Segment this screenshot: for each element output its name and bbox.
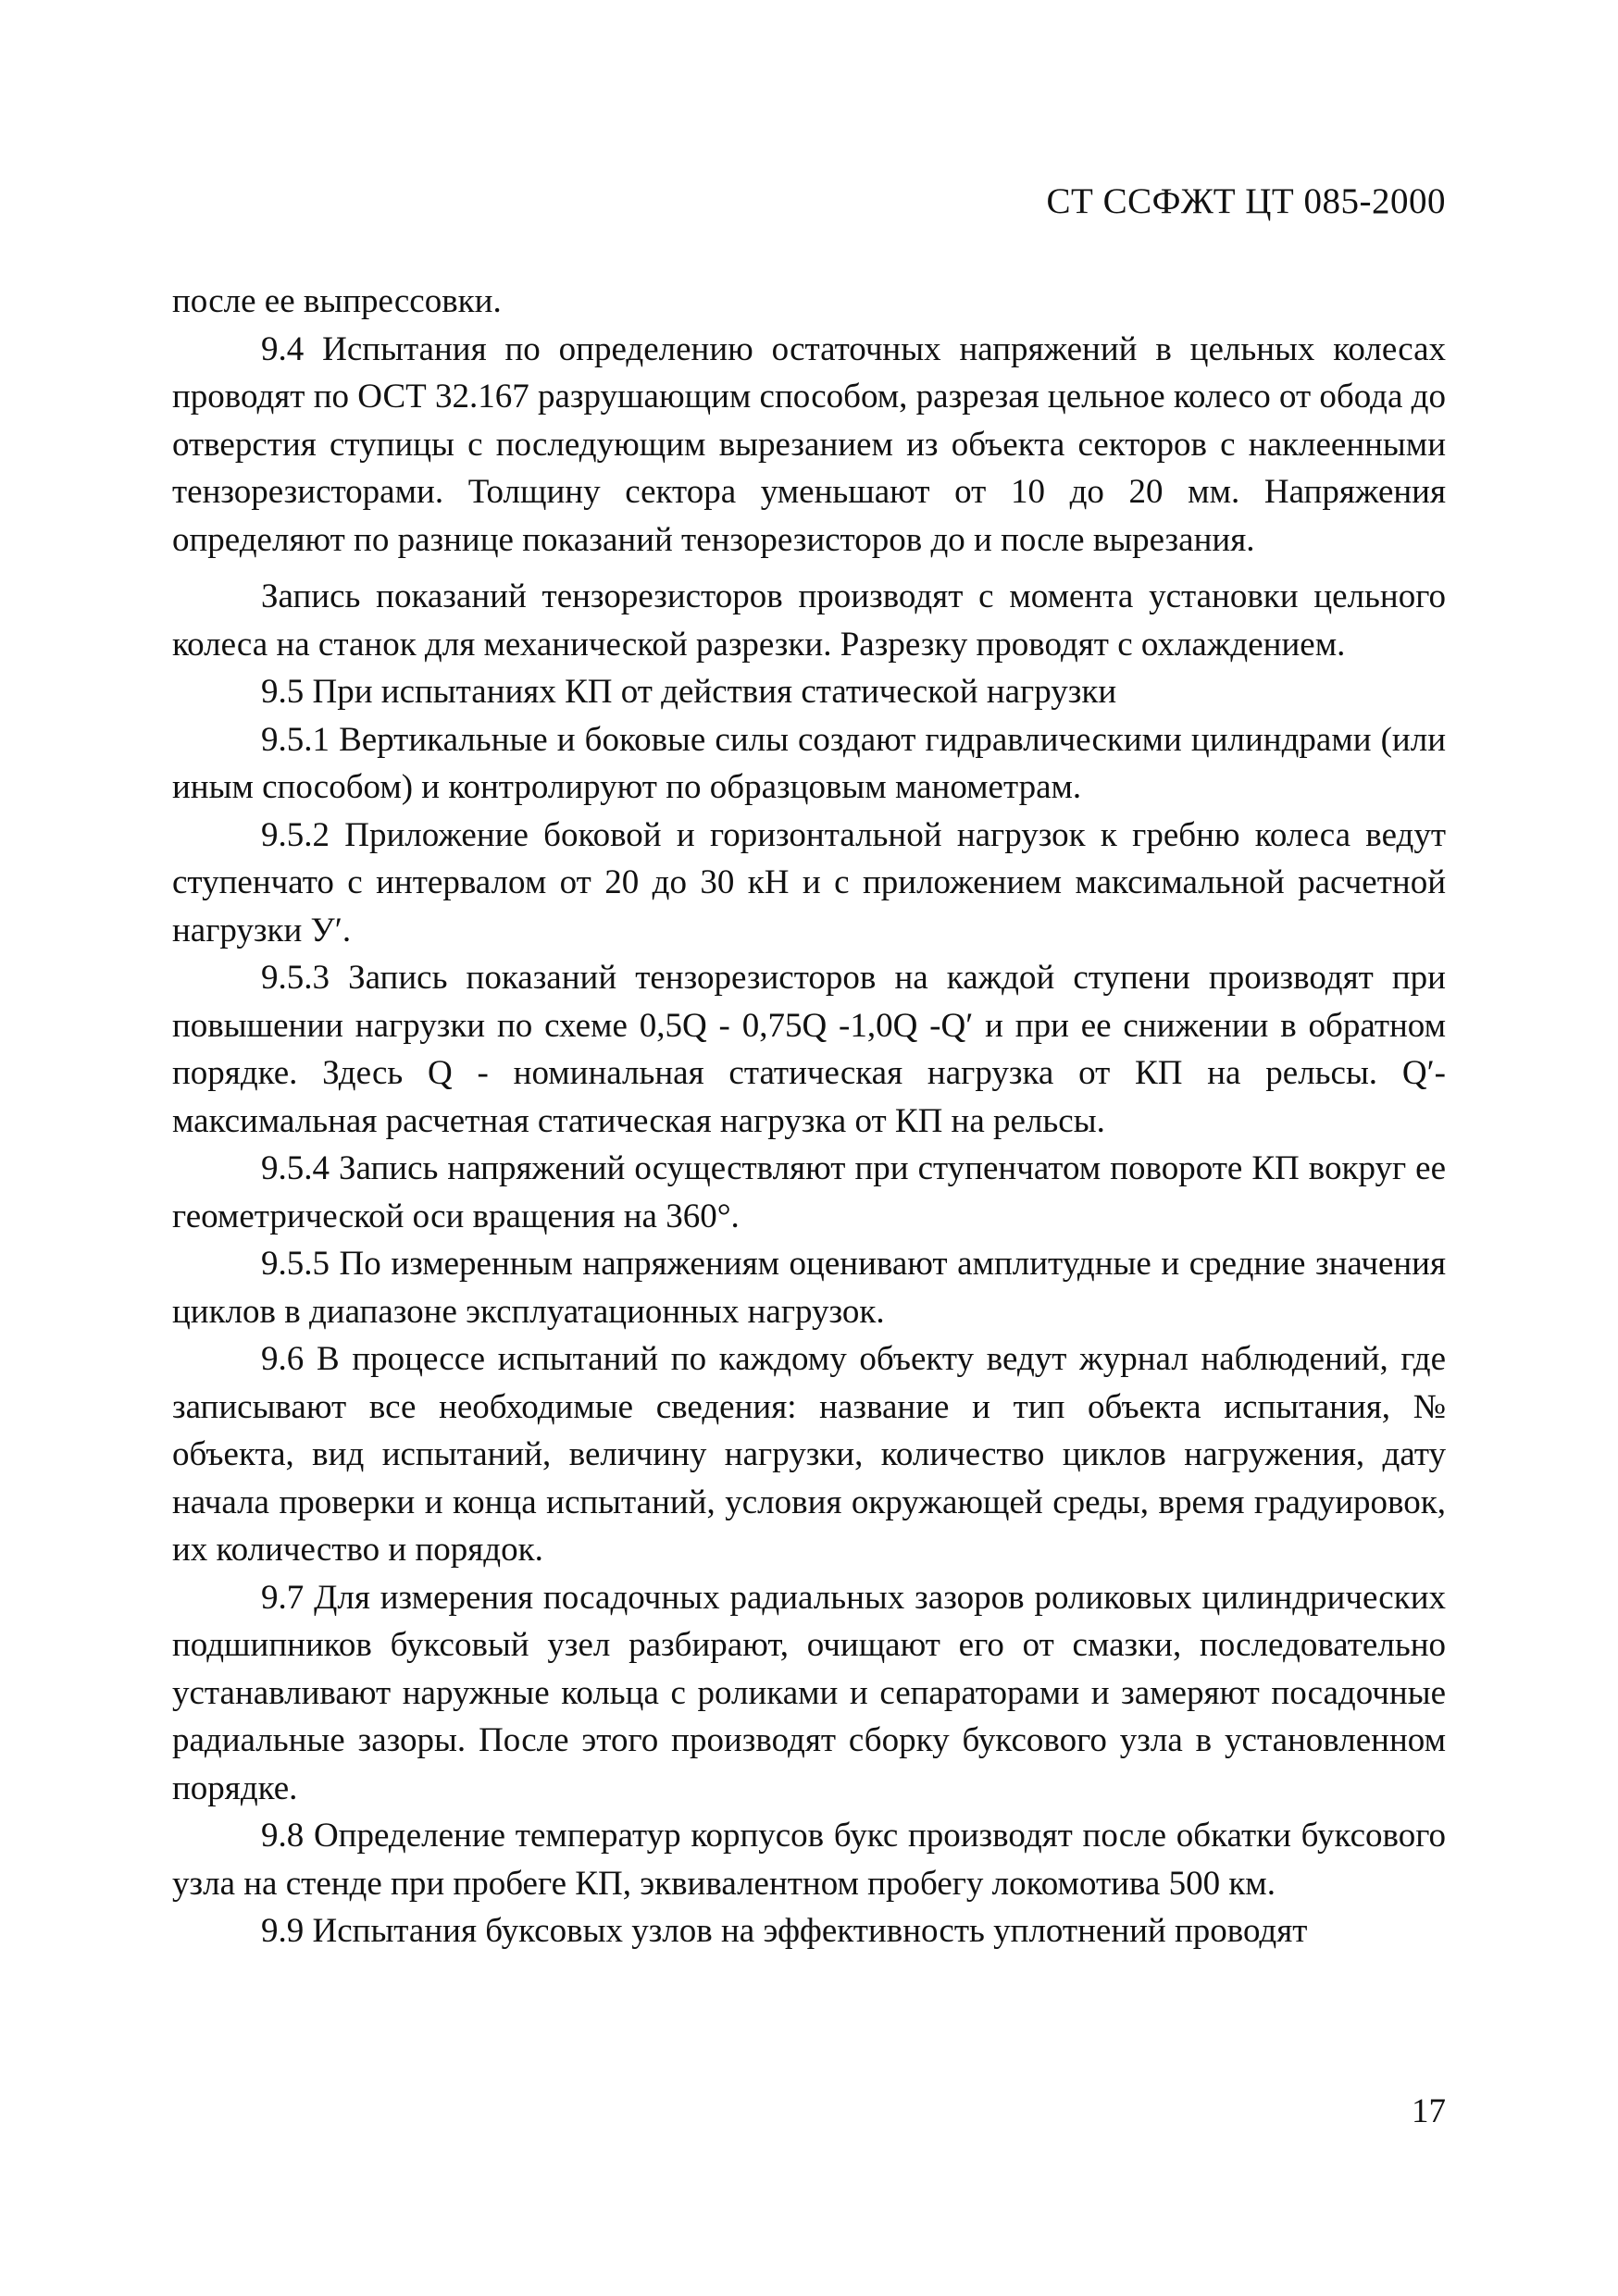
paragraph-9-5-5: 9.5.5 По измеренным напряжениям оценивают амплитудные и средние значения циклов в диапазоне эксплуатационных нагрузок. [172,1245,1446,1331]
document-body [172,278,1446,1955]
paragraph-9-5-2: 9.5.2 Приложение боковой и горизонтальной нагрузок к гребню колеса ведут ступенчато с интервалом от 20 до 30 кН и с приложением максимальной расчетной нагрузки У′. [172,815,1446,949]
document-code-header: СТ ССФЖТ ЦТ 085-2000 [1046,181,1446,221]
paragraph-9-7: 9.7 Для измерения посадочных радиальных зазоров роликовых цилиндрических подшипников буксовый узел разбирают, очищают его от смазки, последовательно устанавливают наружные кольца с роликами и сепараторами и замеряют посадочные радиальные зазоры. После этого производят сборку буксового узла в установленном порядке. [172,1578,1446,1807]
paragraph-9-5-4: 9.5.4 Запись напряжений осуществляют при ступенчатом повороте КП вокруг ее геометрической оси вращения на 360°. [172,1149,1446,1235]
paragraph-9-9: 9.9 Испытания буксовых узлов на эффективность уплотнений проводят [261,1912,1308,1950]
paragraph-9-5: 9.5 При испытаниях КП от действия статической нагрузки [261,673,1117,711]
paragraph-continuation: после ее выпрессовки. [172,282,502,320]
page-number: 17 [1412,2092,1446,2130]
paragraph-recording-start: Запись показаний тензорезисторов производят с момента установки цельного колеса на станок для механической разрезки. Разрезку проводят с охлаждением. [172,577,1446,664]
paragraph-9-8: 9.8 Определение температур корпусов букс производят после обкатки буксового узла на стенде при пробеге КП, эквивалентном пробегу локомотива 500 км. [172,1817,1446,1903]
paragraph-9-6: 9.6 В процессе испытаний по каждому объекту ведут журнал наблюдений, где записывают все необходимые сведения: название и тип объекта испытания, № объекта, вид испытаний, величину нагрузки, количество циклов нагружения, дату начала проверки и конца испытаний, условия окружающей среды, время градуировок, их количество и порядок. [172,1340,1446,1569]
paragraph-9-5-3: 9.5.3 Запись показаний тензорезисторов на каждой ступени производят при повышении нагрузки по схеме 0,5Q - 0,75Q -1,0Q -Q′ и при ее снижении в обратном порядке. Здесь Q - номинальная статическая нагрузка от КП на рельсы. Q′-максимальная расчетная статическая нагрузка от КП на рельсы. [172,959,1446,1140]
paragraph-9-4: 9.4 Испытания по определению остаточных напряжений в цельных колесах проводят по ОСТ 32.167 разрушающим способом, разрезая цельное колесо от обода до отверстия ступицы с последующим вырезанием из объекта секторов с наклеенными тензорезисторами. Толщину сектора уменьшают от 10 до 20 мм. Напряжения определяют по разнице показаний тензорезисторов до и после вырезания. [172,329,1446,559]
paragraph-9-5-1: 9.5.1 Вертикальные и боковые силы создают гидравлическими цилиндрами (или иным способом) и контролируют по образцовым манометрам. [172,720,1446,806]
